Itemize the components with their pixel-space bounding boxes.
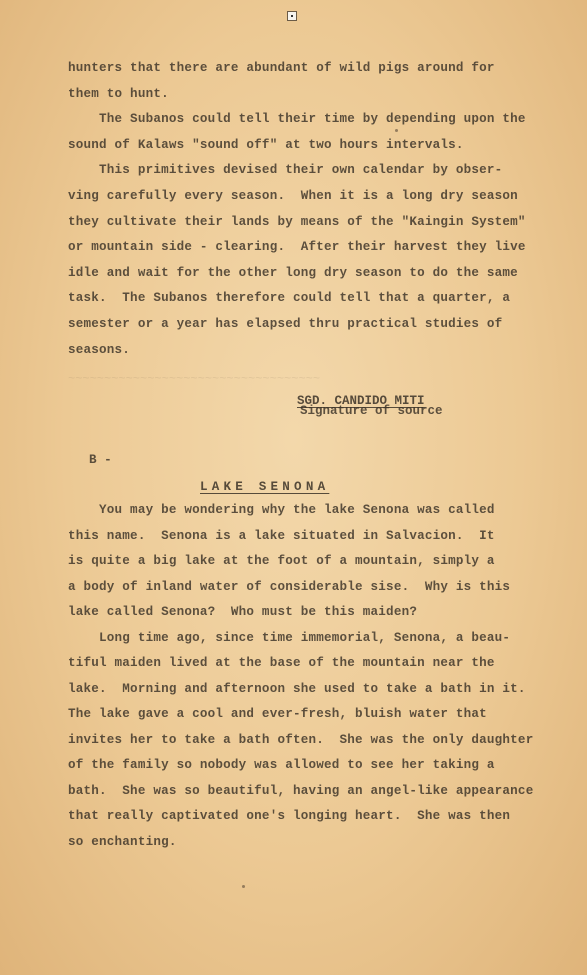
text-line: task. The Subanos therefore could tell that a quarter, a bbox=[68, 291, 511, 306]
section-marker: B - bbox=[89, 453, 112, 467]
ink-speck bbox=[242, 885, 245, 888]
bleed-through: ~~~~~~~~~~~~~~~~~~~~~~~~~~~~~~~~~~~ bbox=[68, 372, 321, 386]
text-line: this name. Senona is a lake situated in Salvacion. It bbox=[68, 528, 495, 543]
signature-label: Signature of source bbox=[300, 404, 443, 418]
text-line: of the family so nobody was allowed to see her taking a bbox=[68, 758, 495, 772]
staple-hole-icon bbox=[287, 11, 297, 21]
text-line: is quite a big lake at the foot of a mountain, simply a bbox=[68, 554, 495, 568]
text-line: bath. She was so beautiful, having an angel-like appearance bbox=[68, 783, 534, 798]
text-line: The lake gave a cool and ever-fresh, bluish water that bbox=[68, 707, 487, 721]
ink-speck bbox=[395, 129, 398, 132]
text-line: hunters that there are abundant of wild pigs around for bbox=[68, 61, 495, 75]
text-line: sound of Kalaws "sound off" at two hours intervals. bbox=[68, 137, 464, 152]
text-line: invites her to take a bath often. She was the only daughter bbox=[68, 732, 534, 747]
text-line: they cultivate their lands by means of the "Kaingin System" bbox=[68, 214, 526, 229]
text-line: seasons. bbox=[68, 342, 131, 357]
text-line: Long time ago, since time immemorial, Senona, a beau- bbox=[68, 630, 511, 645]
text-line: The Subanos could tell their time by depending upon the bbox=[68, 112, 526, 127]
text-line: lake. Morning and afternoon she used to take a bath in it. bbox=[68, 681, 526, 696]
text-line: lake called Senona? Who must be this maiden? bbox=[68, 605, 418, 619]
text-line: or mountain side - clearing. After their harvest they live bbox=[68, 240, 526, 255]
text-line: them to hunt. bbox=[68, 86, 169, 101]
text-line: tiful maiden lived at the base of the mountain near the bbox=[68, 656, 495, 670]
text-line: ving carefully every season. When it is a long dry season bbox=[68, 189, 518, 203]
text-line: idle and wait for the other long dry season to do the same bbox=[68, 265, 518, 280]
text-line: that really captivated one's longing heart. She was then bbox=[68, 809, 511, 823]
text-line: This primitives devised their own calendar by obser- bbox=[68, 163, 503, 178]
section-title: LAKE SENONA bbox=[200, 480, 330, 494]
text-line: semester or a year has elapsed thru practical studies of bbox=[68, 317, 503, 331]
text-line: a body of inland water of considerable sise. Why is this bbox=[68, 579, 511, 594]
signature-name: SGD. CANDIDO MITI bbox=[297, 394, 425, 408]
text-line: You may be wondering why the lake Senona was called bbox=[68, 503, 495, 517]
text-line: so enchanting. bbox=[68, 834, 177, 849]
